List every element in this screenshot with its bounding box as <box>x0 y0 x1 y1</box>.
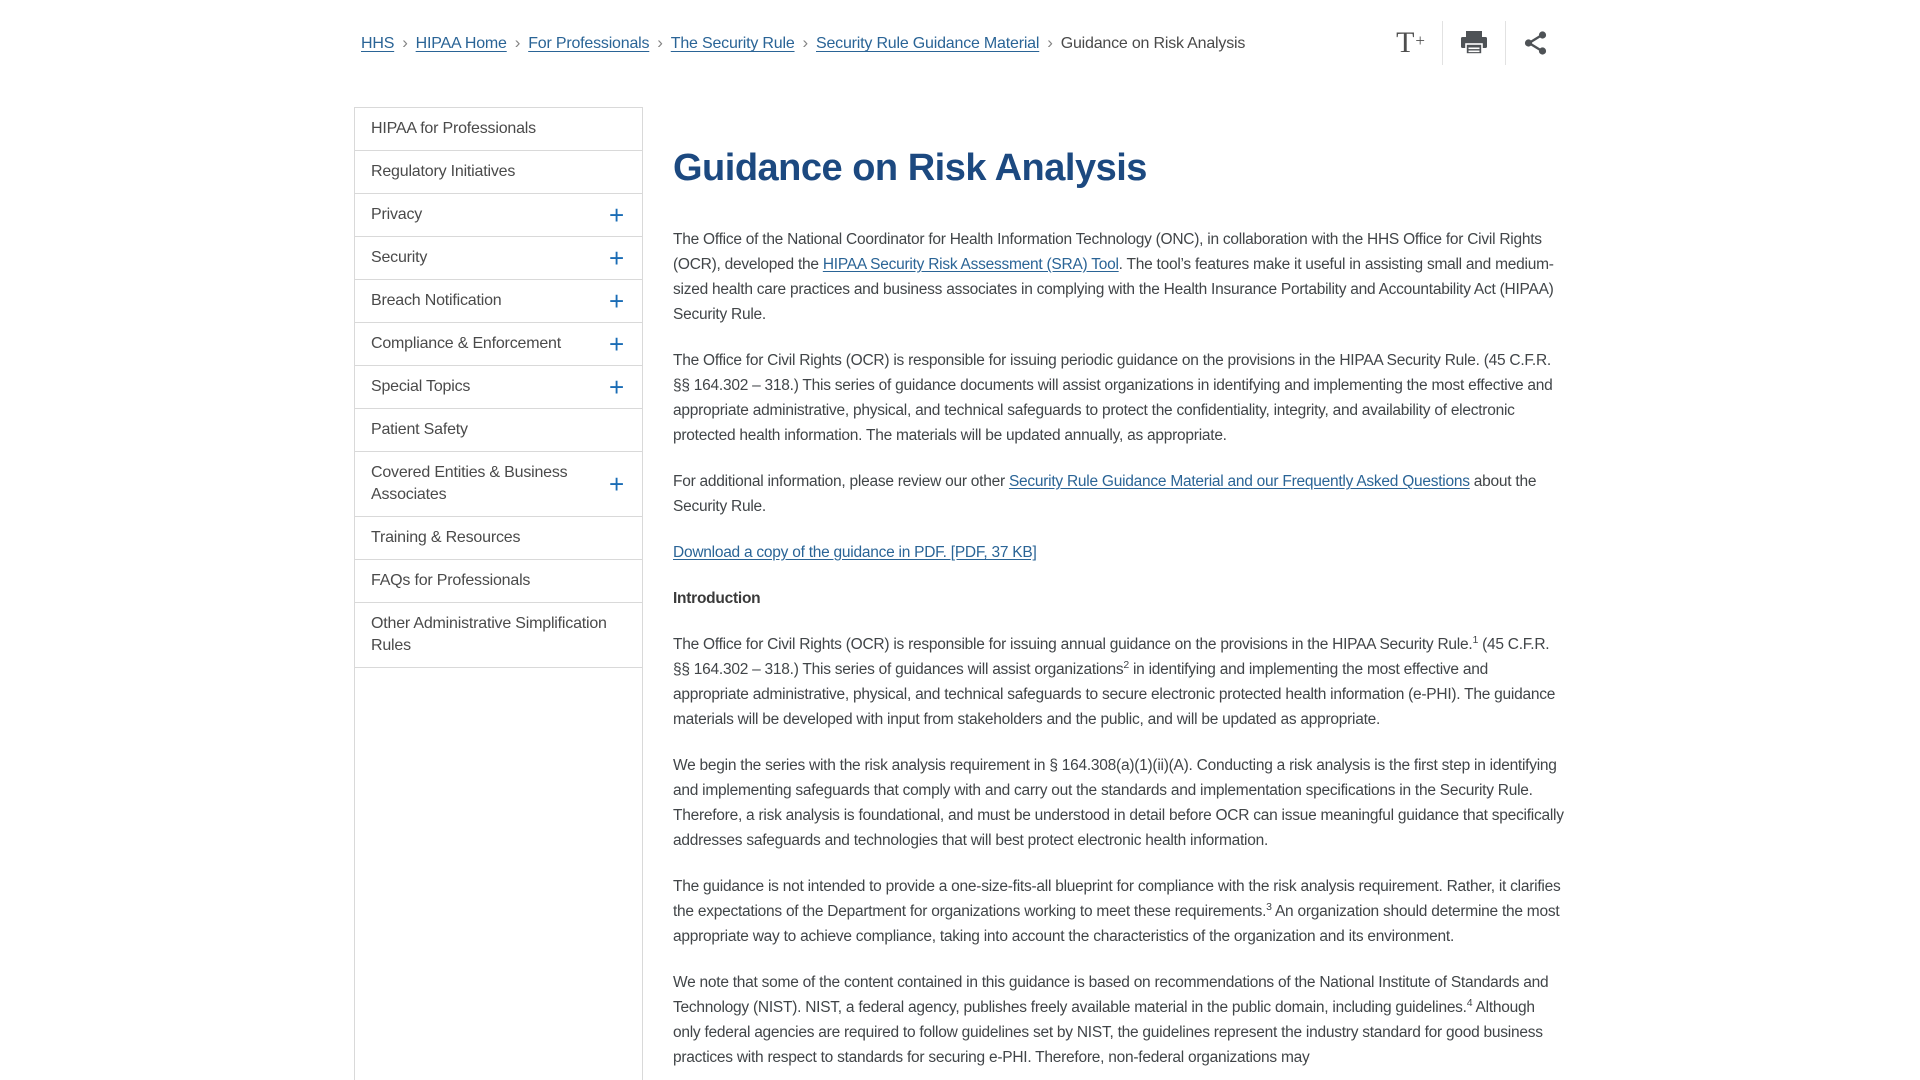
print-button[interactable] <box>1443 20 1505 66</box>
breadcrumb-item-guidance-on-risk-analysis: Guidance on Risk Analysis <box>1060 35 1246 52</box>
sidebar-item-security[interactable] <box>355 237 642 280</box>
section-heading-introduction: Introduction <box>673 589 761 607</box>
sidebar-item-label: FAQs for Professionals <box>371 572 531 589</box>
sidebar-item-label: Regulatory Initiatives <box>371 163 516 180</box>
sidebar-item-breach-notification[interactable] <box>355 280 642 323</box>
text-resize-button[interactable] <box>1379 20 1442 66</box>
breadcrumb-item-hipaa-home[interactable]: HIPAA Home <box>415 35 507 52</box>
sidebar-item-regulatory-initiatives[interactable] <box>355 151 642 194</box>
sidebar-item-label: Other Administrative Simplification Rules <box>371 615 607 654</box>
paragraph: The Office for Civil Rights (OCR) is responsible for issuing periodic guidance on the provisions in the HIPAA Security Rule. (45 C.F.R. §§ 164.302 – 318.) This series of guidance documents will assist organizations in identifying and implementing the most effective and appropriate administrative, physical, and technical safeguards to protect the confidentiality, integrity, and availability of electronic protected health information. The materials will be updated annually, as appropriate. <box>673 351 1553 444</box>
printer-icon <box>1460 30 1488 56</box>
expand-plus-icon[interactable]: + <box>609 372 624 402</box>
paragraph: The Office of the National Coordinator for Health Information Technology (ONC), in collaboration with the HHS Office for Civil Rights (OCR), developed the HIPAA Security Risk Assessment (SRA) Tool. The tool’s features make it useful in assisting small and medium-sized health care practices and business associates in complying with the Health Insurance Portability and Accountability Act (HIPAA) Security Rule. <box>673 230 1554 323</box>
sra-tool-link[interactable]: HIPAA Security Risk Assessment (SRA) Tool <box>822 255 1119 273</box>
content-columns <box>354 107 1566 1080</box>
download-pdf-link[interactable]: Download a copy of the guidance in PDF. [PDF, 37 KB] <box>673 543 1037 561</box>
footnote-ref-4: 4 <box>1466 996 1473 1009</box>
footnote-ref-1: 1 <box>1472 633 1479 646</box>
paragraph: We begin the series with the risk analysis requirement in § 164.308(a)(1)(ii)(A). Conducting a risk analysis is the first step in identifying and implementing safeguards that comply with and carry out the standards and implementation specifications in the Security Rule. Therefore, a risk analysis is foundational, and must be understood in detail before OCR can issue meaningful guidance that specifically addresses safeguards and technologies that will best protect electronic health information. <box>673 756 1564 849</box>
share-icon <box>1523 30 1549 56</box>
sidebar-item-faqs-for-professionals[interactable] <box>355 560 642 603</box>
paragraph: The guidance is not intended to provide a one-size-fits-all blueprint for compliance with the risk analysis requirement. Rather, it clarifies the expectations of the Department for organizations working to meet these requirements.$^3$ An organization should determine the most appropriate way to achieve compliance, taking into account the characteristics of the organization and its environment. <box>673 877 1561 945</box>
breadcrumb-separator-icon: › <box>1047 33 1053 52</box>
paragraph: For additional information, please review our other Security Rule Guidance Material and our Frequently Asked Questions about the Security Rule. <box>673 472 1537 515</box>
sidebar-item-compliance-enforcement[interactable] <box>355 323 642 366</box>
page <box>354 0 1566 1080</box>
article-body <box>673 227 1564 1070</box>
expand-plus-icon[interactable]: + <box>609 243 624 273</box>
footnote-ref-2: 2 <box>1123 658 1129 671</box>
sidebar-item-privacy[interactable] <box>355 194 642 237</box>
sidebar-item-label: HIPAA for Professionals <box>371 120 536 137</box>
sidebar-item-other-administrative-simplification-rules[interactable] <box>355 603 642 668</box>
breadcrumb-item-the-security-rule[interactable]: The Security Rule <box>670 35 795 52</box>
breadcrumb-separator-icon: › <box>657 33 663 52</box>
sidebar-item-label: Covered Entities & Business Associates <box>371 464 568 503</box>
sidebar-item-hipaa-for-professionals[interactable] <box>355 108 642 151</box>
top-bar <box>354 26 1566 74</box>
sidebar-item-training-resources[interactable] <box>355 517 642 560</box>
breadcrumb-separator-icon: › <box>402 33 408 52</box>
breadcrumb-item-hhs[interactable]: HHS <box>361 35 395 52</box>
sidebar-item-label: Security <box>371 249 428 266</box>
paragraph: The Office for Civil Rights (OCR) is responsible for issuing annual guidance on the provisions in the HIPAA Security Rule.$^1$ (45 C.F.R. §§ 164.302 – 318.) This series of guidances will assist organizations$^2$ in identifying and implementing the most effective and appropriate administrative, physical, and technical safeguards to secure electronic protected health information (e-PHI). The guidance materials will be developed with input from stakeholders and the public, and will be updated as appropriate. <box>673 633 1556 728</box>
expand-plus-icon[interactable]: + <box>609 469 624 499</box>
sidebar-item-label: Training & Resources <box>371 529 521 546</box>
expand-plus-icon[interactable]: + <box>609 329 624 359</box>
sidebar-nav <box>354 107 643 1080</box>
sidebar-item-label: Compliance & Enforcement <box>371 335 561 352</box>
sidebar-item-label: Patient Safety <box>371 421 468 438</box>
breadcrumb-separator-icon: › <box>514 33 521 52</box>
sidebar-item-label: Privacy <box>371 206 423 223</box>
page-title: Guidance on Risk Analysis <box>673 147 1147 189</box>
breadcrumb <box>354 26 1245 55</box>
paragraph <box>673 540 1564 565</box>
security-rule-guidance-faq-link[interactable]: Security Rule Guidance Material and our Frequently Asked Questions <box>1008 472 1470 490</box>
page-tools <box>1379 20 1566 66</box>
expand-plus-icon[interactable]: + <box>609 286 624 316</box>
sidebar-item-label: Special Topics <box>371 378 471 395</box>
sidebar-item-special-topics[interactable] <box>355 366 642 409</box>
text-resize-icon: T+ <box>1396 26 1425 59</box>
sidebar-item-label: Breach Notification <box>371 292 502 309</box>
breadcrumb-item-security-rule-guidance-material[interactable]: Security Rule Guidance Material <box>816 35 1040 52</box>
sidebar-item-covered-entities-business-associates[interactable] <box>355 452 642 517</box>
breadcrumb-item-for-professionals[interactable]: For Professionals <box>528 35 650 52</box>
footnote-ref-3: 3 <box>1266 900 1272 913</box>
breadcrumb-separator-icon: › <box>802 33 808 52</box>
share-button[interactable] <box>1506 20 1566 66</box>
main-content <box>673 107 1564 1080</box>
paragraph: We note that some of the content contained in this guidance is based on recommendations of the National Institute of Standards and Technology (NIST). NIST, a federal agency, publishes freely available material in the public domain, including guidelines.$^4$ Although only federal agencies are required to follow guidelines set by NIST, the guidelines represent the industry standard for good business practices with respect to standards for securing e-PHI. Therefore, non-federal organizations may <box>673 973 1549 1066</box>
sidebar-item-patient-safety[interactable] <box>355 409 642 452</box>
expand-plus-icon[interactable]: + <box>609 200 624 230</box>
